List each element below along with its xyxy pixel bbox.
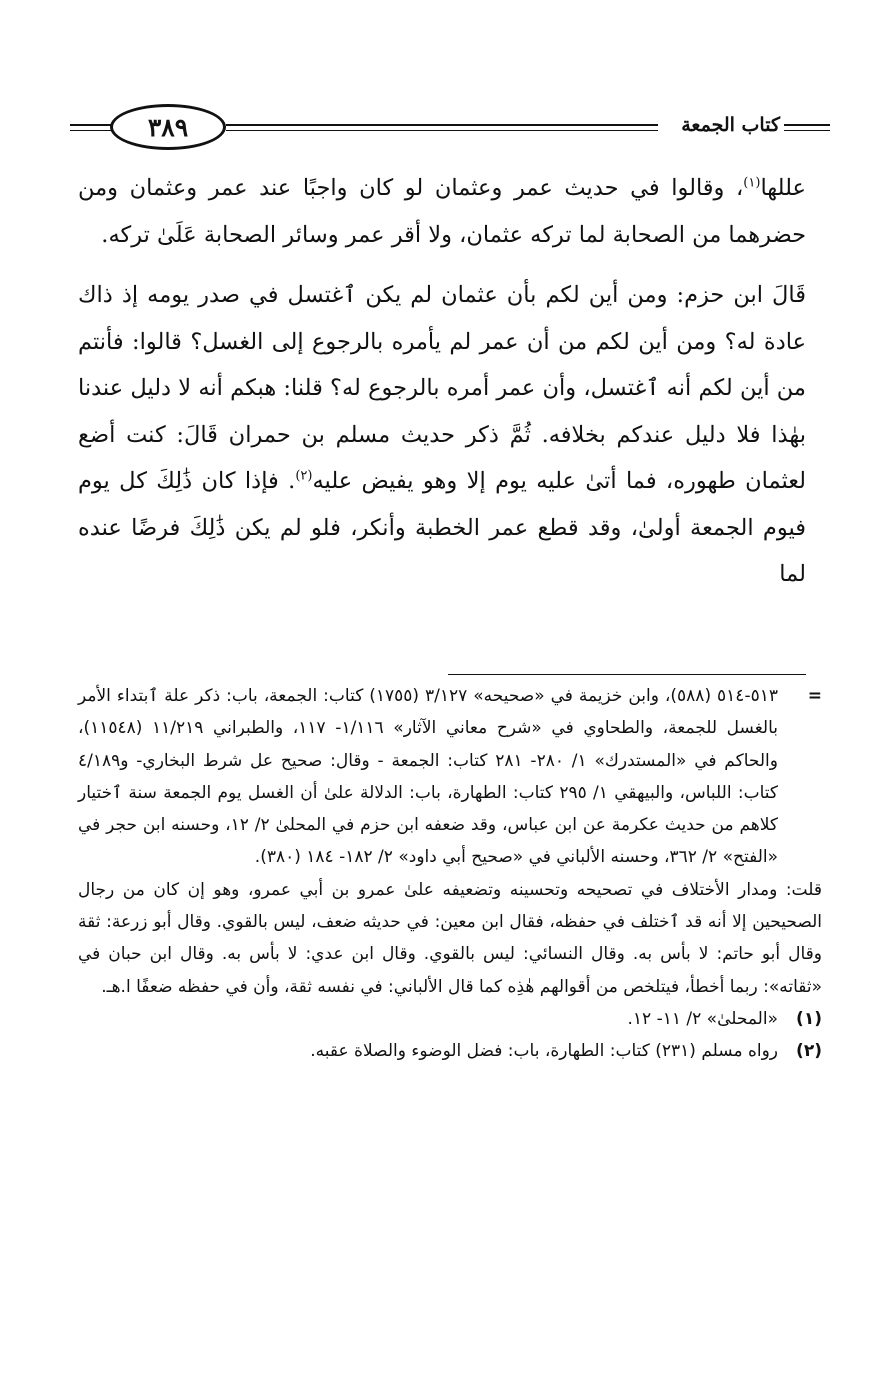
running-header [70,100,830,156]
page-number: ٣٨٩ [147,112,189,142]
header-rule-left-bottom [70,130,112,131]
footnote-ref: (١) [743,175,761,191]
page-number-ornament [110,104,226,150]
header-rule-right-bottom [784,130,830,131]
footnote-comment-text: قلت: ومدار الأختلاف في تصحيحه وتحسينه وتضعيفه علىٰ عمرو بن أبي عمرو، وهو إن كان من رجال الصحيحين إلا أنه قد ٱختلف في حفظه، فقال ابن معين: في حديثه ضعف، ليس بالقوي. وقال أبو زرعة: ثقة وقال أبو حاتم: لا بأس به. وقال النسائي: ليس بالقوي. وقال ابن عدي: لا بأس به. وقال ابن حبان في «ثقاته»: ربما أخطأ، فيتلخص من أقوالهم هٰذِه كما قال الألباني: في نفسه ثقة، وأن في حفظه ضعفًا ا.هـ. [78,879,822,997]
footnote-item [78,1003,822,1035]
footnote-continuation [78,680,822,874]
footnote-text: رواه مسلم (٢٣١) كتاب: الطهارة، باب: فضل الوضوء والصلاة عقبه. [310,1041,778,1062]
header-rule-middle-top [226,124,658,126]
paragraph: قَالَ ابن حزم: ومن أين لكم بأن عثمان لم يكن ٱغتسل في صدر يومه إذ ذاك عادة له؟ ومن أين لكم من أن عمر لم يأمره بالرجوع إلى الغسل؟ قالوا: فأنتم من أين لكم أنه ٱغتسل، وأن عمر أمره بالرجوع له؟ قلنا: هبكم أنه لا دليل عندنا بهٰذا فلا دليل عندكم بخلافه. ثُمَّ ذكر حديث مسلم بن حمران قَالَ: كنت أضع لعثمان طهوره، فما أتىٰ عليه يوم إلا وهو يفيض عليه$^{(٢)}$. فإذا كان ذَٰلِكَ كل يوم فيوم الجمعة أولىٰ، وقد قطع عمر الخطبة وأنكر، فلو لم يكن ذَٰلِكَ فرضًا عنده لما [78,282,806,587]
footnote-number: (٢) [796,1041,822,1062]
footnote-ref: (٢) [295,468,313,484]
footnotes [78,680,822,1068]
footnote-number: (١) [796,1008,822,1029]
footnote-item [78,1035,822,1067]
paragraph: عللها$^{(١)}$، وقالوا في حديث عمر وعثمان لو كان واجبًا عند عمر وعثمان ومن حضرهما من الصحابة لما تركه عثمان، ولا أقر عمر وسائر الصحابة عَلَىٰ تركه. [78,175,806,248]
main-text [78,165,806,598]
header-rule-middle-bottom [226,130,658,131]
header-rule-right-top [784,124,830,126]
chapter-title: كتاب الجمعة [681,114,780,136]
footnote-text: ٥١٣-٥١٤ (٥٨٨)، وابن خزيمة في «صحيحه» ٣/١٢٧ (١٧٥٥) كتاب: الجمعة، باب: ذكر علة ٱبتداء الأمر بالغسل للجمعة، والطحاوي في «شرح معاني الآثار» ١/١١٦- ١١٧، والطبراني ١١/٢١٩ (١١٥٤٨)، والحاكم في «المستدرك» ١/ ٢٨٠- ٢٨١ كتاب: الجمعة - وقال: صحيح عل شرط البخاري- و٤/١٨٩ كتاب: اللباس، والبيهقي ١/ ٢٩٥ كتاب: الطهارة، باب: الدلالة علىٰ أن الغسل يوم الجمعة سنة ٱختيار كلاهم من حديث عكرمة عن ابن عباس، وقد ضعفه ابن حزم في المحلىٰ ٢/ ١٢، وحسنه ابن حجر في «الفتح» ٢/ ٣٦٢، وحسنه الألباني في «صحيح أبي داود» ٢/ ١٨٢- ١٨٤ (٣٨٠). [78,686,778,868]
footnote-comment [78,874,822,1003]
footnote-text: «المحلىٰ» ٢/ ١١- ١٢. [627,1008,778,1029]
footnote-separator [448,674,806,675]
continuation-marker: = [807,686,822,706]
header-rule-left-top [70,124,112,126]
